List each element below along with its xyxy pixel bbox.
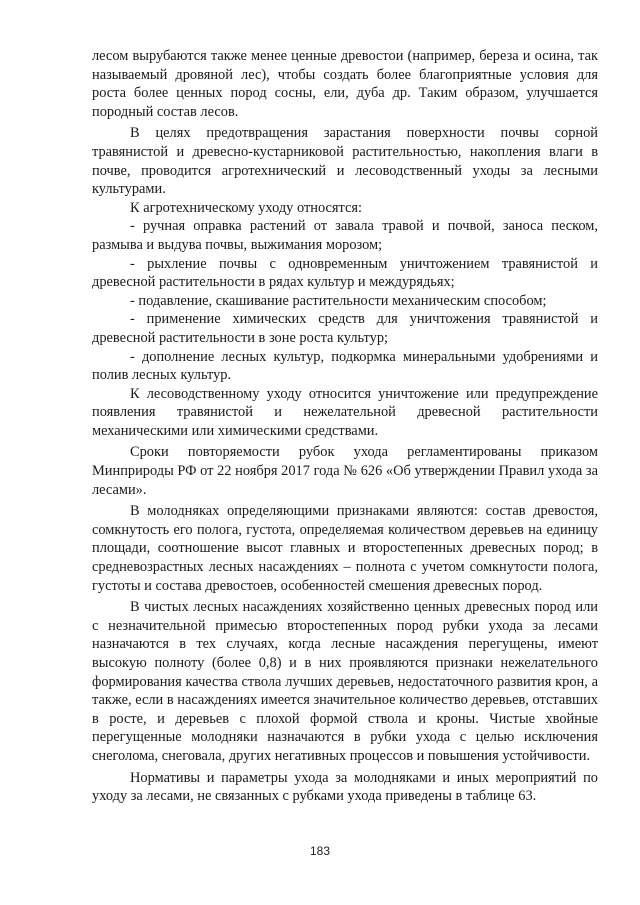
paragraph-young-stands: В молодняках определяющими признаками являются: состав древостоя, сомкнутость его полога, густота, определяемая количеством деревьев на единицу площади, соотношение высот главных и второстепенных древесных пород; в средневозрастных лесных насаждениях – полнота с учетом сомкнутости полога, густоты и состава древостоев, особенностей смешения древесных пород. xyxy=(92,503,598,594)
list-item: - рыхление почвы с одновременным уничтожением травянистой и древесной растительности в рядах культур и междурядьях; xyxy=(92,255,598,291)
page-number: 183 xyxy=(309,844,331,858)
list-item: - применение химических средств для уничтожения травянистой и древесной растительности в зоне роста культур; xyxy=(92,311,598,346)
list-item: - дополнение лесных культур, подкормка минеральными удобрениями и полив лесных культур. xyxy=(92,348,598,384)
list-item: - ручная оправка растений от завала травой и почвой, заноса песком, размыва и выдува почвы, выжимания морозом; xyxy=(92,218,598,253)
paragraph-agrotechnical-intro: В целях предотвращения зарастания поверхности почвы сорной травянистой и древесно-кустарниковой растительностью, накопления влаги в почве, проводится агротехнический и лесоводственный уходы за лесными культурами. xyxy=(92,125,598,198)
paragraph-table-reference: Нормативы и параметры ухода за молодняками и иных мероприятий по уходу за лесами, не связанных с рубками ухода приведены в таблице 63. xyxy=(92,769,598,805)
paragraph-regulation: Сроки повторяемости рубок ухода регламентированы приказом Минприроды РФ от 22 ноября 2017 года № 626 «Об утверждении Правил ухода за лесами». xyxy=(92,444,598,498)
paragraph-list-heading: К агротехническому уходу относятся: xyxy=(130,199,362,216)
paragraph-pure-stands: В чистых лесных насаждениях хозяйственно ценных древесных пород или с незначительной примесью второстепенных пород рубки ухода за лесами назначаются в тех случаях, когда лесные насаждения перегущены, имеют высокую полноту (более 0,8) и в них проявляются признаки нежелательного формирования качества ствола лучших деревьев, недостаточного развития крон, а также, если в насаждениях имеется значительное количество деревьев, отставших в росте, и деревьев с плохой формой ствола и кроны. Чистые хвойные перегущенные молодняки назначаются в рубки ухода с целью исключения снеголома, снеговала, других негативных процессов и повышения устойчивости. xyxy=(92,599,598,764)
paragraph-continuation: лесом вырубаются также менее ценные древостои (например, береза и осина, так называемый дровяной лес), чтобы создать более благоприятные условия для роста более ценных пород сосны, ели, дуба др. Таким образом, улучшается породный состав лесов. xyxy=(92,48,598,120)
body-text xyxy=(92,47,598,806)
list-item: - подавление, скашивание растительности механическим способом; xyxy=(130,292,547,309)
paragraph-silvicultural-care: К лесоводственному уходу относится уничтожение или предупреждение появления травянистой и нежелательной древесной растительности механическими или химическими средствами. xyxy=(92,385,598,439)
